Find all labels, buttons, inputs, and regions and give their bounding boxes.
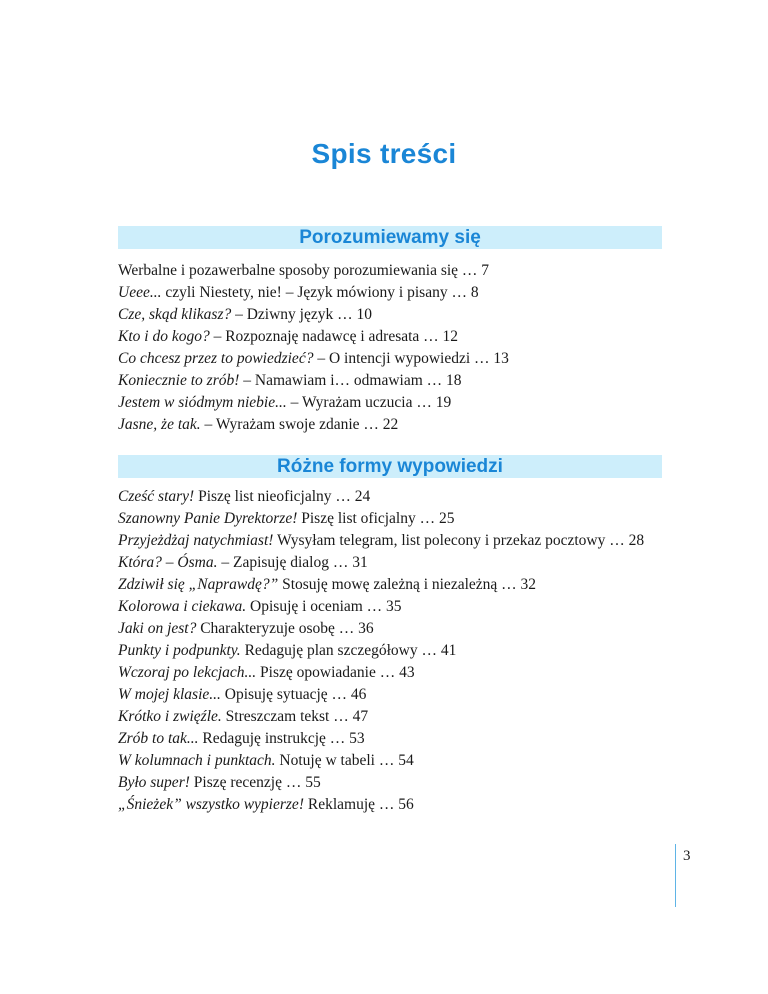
toc-entry-text: – Rozpoznaję nadawcę i adresata … 12 <box>209 328 459 345</box>
toc-entry-text: czyli Niestety, nie! – Język mówiony i pisany … 8 <box>161 284 479 301</box>
toc-entry[interactable] <box>118 370 678 392</box>
toc-entry-title: Jasne, że tak. <box>118 416 201 433</box>
toc-entry-text: – Zapisuję dialog … 31 <box>217 554 368 571</box>
toc-entry[interactable] <box>118 552 678 574</box>
toc-entry[interactable] <box>118 684 678 706</box>
toc-entry-text: Opisuję i oceniam … 35 <box>246 598 402 615</box>
toc-entry-text: Piszę opowiadanie … 43 <box>256 664 415 681</box>
toc-list-section-2 <box>118 486 678 816</box>
toc-entry[interactable] <box>118 794 678 816</box>
toc-entry[interactable] <box>118 618 678 640</box>
toc-entry-title: Cze, skąd klikasz? <box>118 306 232 323</box>
toc-entry-text: Redaguję plan szczegółowy … 41 <box>240 642 457 659</box>
toc-entry[interactable] <box>118 486 678 508</box>
toc-entry[interactable] <box>118 728 678 750</box>
toc-entry-text: Redaguję instrukcję … 53 <box>198 730 365 747</box>
toc-entry[interactable] <box>118 640 678 662</box>
toc-entry-title: Szanowny Panie Dyrektorze! <box>118 510 298 527</box>
toc-entry-text: – Wyrażam uczucia … 19 <box>286 394 452 411</box>
toc-entry-text: Reklamuję … 56 <box>303 796 414 813</box>
toc-entry-title: Zrób to tak... <box>118 730 199 747</box>
toc-entry-text: Werbalne i pozawerbalne sposoby porozumiewania się … 7 <box>118 262 490 279</box>
toc-entry[interactable] <box>118 326 678 348</box>
toc-entry-title: Zdziwił się „Naprawdę?” <box>118 576 279 593</box>
toc-entry-text: – O intencji wypowiedzi … 13 <box>313 350 509 367</box>
page-number: 3 <box>683 848 691 864</box>
toc-entry-title: Kolorowa i ciekawa. <box>118 598 247 615</box>
toc-entry-title: Ueee... <box>118 284 162 301</box>
toc-entry[interactable] <box>118 574 678 596</box>
section-heading-forms: Różne formy wypowiedzi <box>118 455 662 478</box>
toc-entry-text: – Namawiam i… odmawiam … 18 <box>239 372 462 389</box>
toc-entry-title: Jestem w siódmym niebie... <box>118 394 287 411</box>
toc-entry-text: Piszę list oficjalny … 25 <box>297 510 455 527</box>
toc-entry[interactable] <box>118 530 678 552</box>
toc-entry[interactable] <box>118 508 678 530</box>
toc-entry[interactable] <box>118 304 678 326</box>
toc-entry[interactable] <box>118 750 678 772</box>
toc-entry[interactable] <box>118 260 678 282</box>
toc-entry[interactable] <box>118 662 678 684</box>
toc-entry-title: Co chcesz przez to powiedzieć? <box>118 350 314 367</box>
toc-entry-title: Punkty i podpunkty. <box>118 642 241 659</box>
page-title: Spis treści <box>311 138 457 169</box>
toc-entry[interactable] <box>118 282 678 304</box>
toc-entry-text: Opisuję sytuację … 46 <box>220 686 367 703</box>
toc-entry[interactable] <box>118 706 678 728</box>
toc-entry-title: Koniecznie to zrób! <box>118 372 240 389</box>
toc-entry-text: Charakteryzuje osobę … 36 <box>196 620 374 637</box>
toc-entry-text: Wysyłam telegram, list polecony i przekaz pocztowy … 28 <box>273 532 645 549</box>
toc-entry-text: – Wyrażam swoje zdanie … 22 <box>200 416 399 433</box>
toc-entry-title: W mojej klasie... <box>118 686 221 703</box>
toc-entry[interactable] <box>118 596 678 618</box>
toc-entry-title: Krótko i zwięźle. <box>118 708 222 725</box>
toc-entry-text: Piszę recenzję … 55 <box>189 774 321 791</box>
toc-entry-title: Przyjeżdżaj natychmiast! <box>118 532 274 549</box>
toc-entry[interactable] <box>118 772 678 794</box>
toc-entry-title: Która? – Ósma. <box>118 554 218 571</box>
toc-entry-title: W kolumnach i punktach. <box>118 752 276 769</box>
toc-entry-title: Wczoraj po lekcjach... <box>118 664 257 681</box>
page-margin-rule <box>675 844 676 907</box>
toc-entry[interactable] <box>118 392 678 414</box>
toc-entry-text: Stosuję mowę zależną i niezależną … 32 <box>278 576 537 593</box>
toc-list-section-1 <box>118 260 678 436</box>
toc-entry-title: Jaki on jest? <box>118 620 197 637</box>
section-heading-communication: Porozumiewamy się <box>118 226 662 249</box>
toc-entry-text: Piszę list nieoficjalny … 24 <box>194 488 371 505</box>
toc-entry-title: Kto i do kogo? <box>118 328 210 345</box>
toc-entry-text: Streszczam tekst … 47 <box>221 708 369 725</box>
toc-entry-title: Cześć stary! <box>118 488 195 505</box>
toc-entry[interactable] <box>118 414 678 436</box>
toc-entry[interactable] <box>118 348 678 370</box>
toc-entry-title: „Śnieżek” wszystko wypierze! <box>118 796 304 813</box>
toc-entry-title: Było super! <box>118 774 190 791</box>
toc-entry-text: – Dziwny język … 10 <box>231 306 372 323</box>
toc-entry-text: Notuję w tabeli … 54 <box>275 752 414 769</box>
